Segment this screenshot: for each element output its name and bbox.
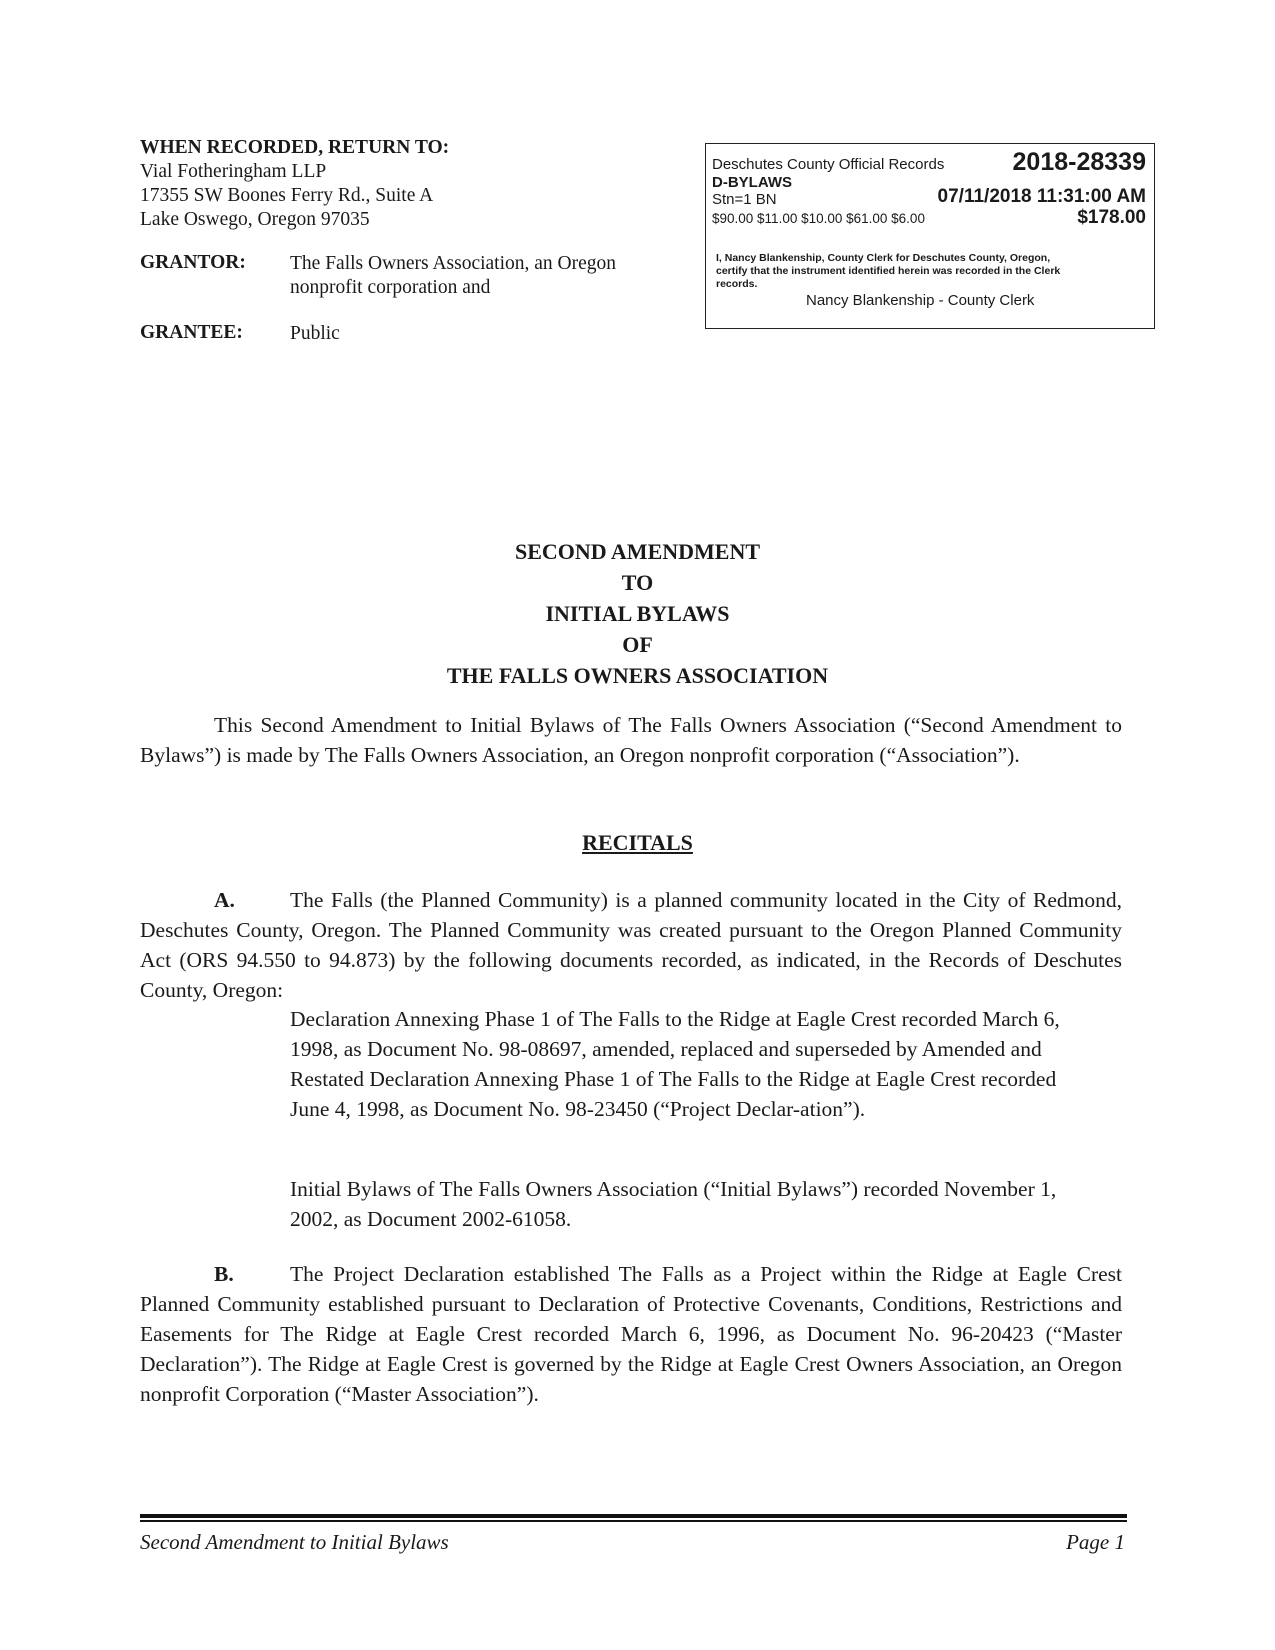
recital-b-text: The Project Declaration established The Falls as a Project within the Ridge at Eagle Crest Planned Community established pursuant to Declaration of Protective Covenants, Conditions, Restrictions and Easements for The Ridge at Eagle Crest recorded March 6, 1996, as Document No. 96-20423 (“Master Declaration”). The Ridge at Eagle Crest is governed by the Ridge at Eagle Crest Owners Association, an Oregon nonprofit Corporation (“Master Association”). [140,1262,1122,1406]
return-line: Vial Fotheringham LLP [140,161,327,182]
recording-stamp [705,143,1155,329]
return-to-block [140,136,449,232]
stamp-clerk: Nancy Blankenship - County Clerk [806,292,1035,309]
recital-a-text: The Falls (the Planned Community) is a planned community located in the City of Redmond, Deschutes County, Oregon. The Planned Community was created pursuant to the Oregon Planned Community Act (ORS 94.550 to 94.873) by the following documents recorded, as indicated, in the Records of Deschutes County, Oregon: [140,888,1122,1002]
stamp-office: Deschutes County Official Records [712,156,945,173]
grantee-value: Public [290,323,340,344]
grantee-label: GRANTEE: [140,322,243,343]
title-line: INITIAL BYLAWS [545,601,730,626]
certification-line: certify that the instrument identified herein was recorded in the Clerk [716,265,1061,277]
stamp-datetime: 07/11/2018 11:31:00 AM [937,186,1146,207]
certification-line: records. [716,278,758,290]
recital-b [140,1259,1122,1409]
footer-title: Second Amendment to Initial Bylaws [140,1530,449,1554]
document-title [0,536,1275,691]
footer-rule-thick [140,1514,1127,1518]
stamp-fees: $90.00 $11.00 $10.00 $61.00 $6.00 [712,211,925,226]
title-line: THE FALLS OWNERS ASSOCIATION [446,663,829,688]
return-to-heading: WHEN RECORDED, RETURN TO: [140,137,450,158]
stamp-type: D-BYLAWS [712,174,792,191]
grantor-line: The Falls Owners Association, an Oregon [290,253,617,274]
recital-b-marker: B. [214,1262,234,1286]
grantor-value [290,252,616,300]
recital-a-marker: A. [214,888,235,912]
footer-rule-thin [140,1520,1127,1522]
grantor-label: GRANTOR: [140,252,246,273]
block-quote-1: Declaration Annexing Phase 1 of The Falls to the Ridge at Eagle Crest recorded March 6, 1998, as Document No. 98-08697, amended, replaced and superseded by Amended and Restated Declaration Annexing Phase 1 of The Falls to the Ridge at Eagle Crest recorded June 4, 1998, as Document No. 98-23450 (“Project Declar-ation”). [290,1007,1060,1121]
return-line: 17355 SW Boones Ferry Rd., Suite A [140,185,434,206]
return-line: Lake Oswego, Oregon 97035 [140,209,370,230]
block-quote-2: Initial Bylaws of The Falls Owners Association (“Initial Bylaws”) recorded November 1, 2002, as Document 2002-61058. [290,1177,1057,1231]
title-line: SECOND AMENDMENT [514,539,761,564]
recitals-heading: RECITALS [582,830,693,855]
certification-line: I, Nancy Blankenship, County Clerk for Deschutes County, Oregon, [716,252,1051,264]
grantor-line: nonprofit corporation and [290,277,491,298]
intro-paragraph: This Second Amendment to Initial Bylaws of The Falls Owners Association (“Second Amendment to Bylaws”) is made by The Falls Owners Association, an Oregon nonprofit corporation (“Association”). [140,713,1122,767]
footer-page-number: Page 1 [1066,1530,1125,1554]
title-line: OF [622,632,653,657]
stamp-station: Stn=1 BN [712,191,777,208]
stamp-doc-number: 2018-28339 [1012,148,1146,176]
title-line: TO [621,570,654,595]
stamp-certification [716,252,1060,291]
stamp-total: $178.00 [1077,207,1146,228]
recital-a [140,885,1122,1005]
